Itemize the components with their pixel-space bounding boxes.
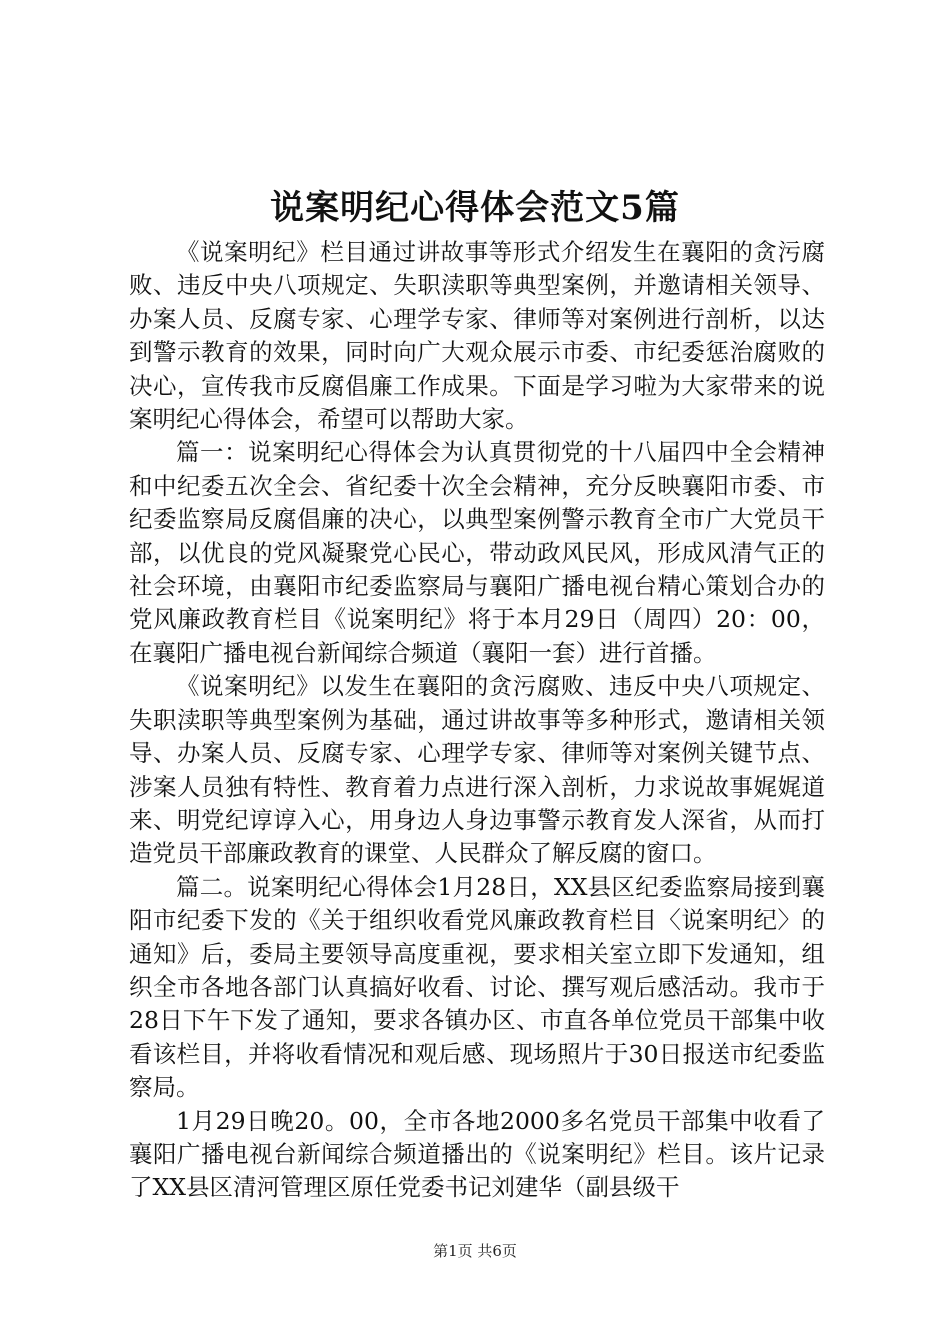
document-body (129, 236, 825, 1205)
page-number-footer: 第1页 共6页 (433, 1242, 517, 1260)
document-title: 说案明纪心得体会范文5篇 (270, 188, 680, 228)
paragraph-broadcast-viewing: 1月29日晚20。00，全市各地2000多名党员干部集中收看了襄阳广播电视台新闻综合频道播出的《说案明纪》栏目。该片记录了XX县区清河管理区原任党委书记刘建华（副县级干 (129, 1106, 825, 1202)
paragraph-intro: 《说案明纪》栏目通过讲故事等形式介绍发生在襄阳的贪污腐败、违反中央八项规定、失职渎职等典型案例，并邀请相关领导、办案人员、反腐专家、心理学专家、律师等对案例进行剖析，以达到警示教育的效果，同时向广大观众展示市委、市纪委惩治腐败的决心，宣传我市反腐倡廉工作成果。下面是学习啦为大家带来的说案明纪心得体会，希望可以帮助大家。 (129, 238, 825, 434)
paragraph-part-one: 篇一：说案明纪心得体会为认真贯彻党的十八届四中全会精神和中纪委五次全会、省纪委十次全会精神，充分反映襄阳市委、市纪委监察局反腐倡廉的决心，以典型案例警示教育全市广大党员干部，以优良的党风凝聚党心民心，带动政风民风，形成风清气正的社会环境，由襄阳市纪委监察局与襄阳广播电视台精心策划合办的党风廉政教育栏目《说案明纪》将于本月29日（周四）20：00，在襄阳广播电视台新闻综合频道（襄阳一套）进行首播。 (129, 438, 825, 667)
paragraph-part-two: 篇二。说案明纪心得体会1月28日，XX县区纪委监察局接到襄阳市纪委下发的《关于组织收看党风廉政教育栏目〈说案明纪〉的通知》后，委局主要领导高度重视，要求相关室立即下发通知，组织全市各地各部门认真搞好收看、讨论、撰写观后感活动。我市于28日下午下发了通知，要求各镇办区、市直各单位党员干部集中收看该栏目，并将收看情况和观后感、现场照片于30日报送市纪委监察局。 (129, 872, 825, 1102)
paragraph-program-description: 《说案明纪》以发生在襄阳的贪污腐败、违反中央八项规定、失职渎职等典型案例为基础，通过讲故事等多种形式，邀请相关领导、办案人员、反腐专家、心理学专家、律师等对案例关键节点、涉案人员独有特性、教育着力点进行深入剖析，力求说故事娓娓道来、明党纪谆谆入心，用身边人身边事警示教育发人深省，从而打造党员干部廉政教育的课堂、人民群众了解反腐的窗口。 (129, 672, 825, 868)
